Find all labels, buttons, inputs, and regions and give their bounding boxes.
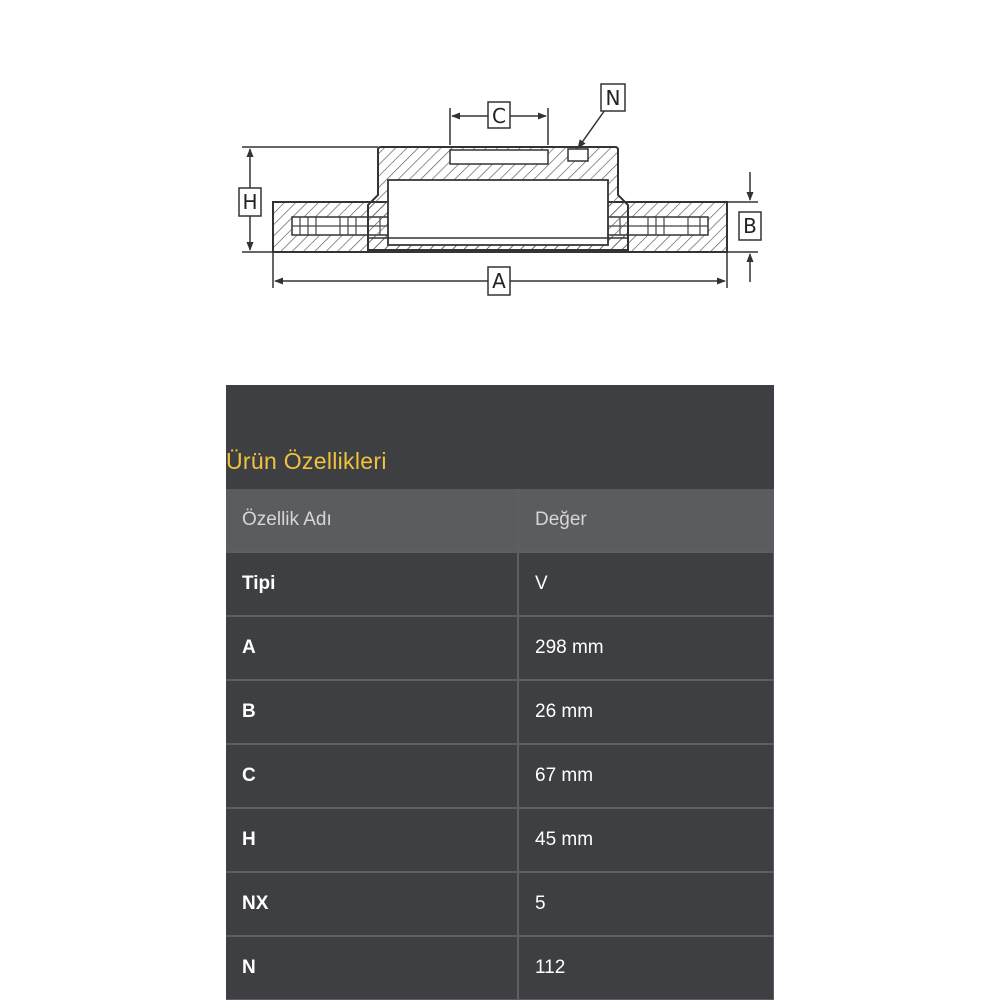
dim-n-label: N xyxy=(605,86,621,110)
spec-name: B xyxy=(226,680,518,744)
spec-value: 26 mm xyxy=(518,680,774,744)
spec-value: V xyxy=(518,552,774,616)
specs-title: Ürün Özellikleri xyxy=(226,448,387,474)
table-row xyxy=(226,744,774,808)
spec-value: 112 xyxy=(518,936,774,1000)
dim-c-label: C xyxy=(492,104,506,128)
table-row xyxy=(226,872,774,936)
header-value: Değer xyxy=(518,489,774,552)
dim-b-label: B xyxy=(743,214,757,238)
spec-value: 298 mm xyxy=(518,616,774,680)
disc-hat xyxy=(368,147,628,250)
spec-name: Tipi xyxy=(226,552,518,616)
dim-h-label: H xyxy=(242,190,258,214)
brake-disc-diagram xyxy=(0,0,1000,330)
spec-value: 67 mm xyxy=(518,744,774,808)
spec-name: A xyxy=(226,616,518,680)
header-name: Özellik Adı xyxy=(226,489,518,552)
specs-table xyxy=(226,489,774,1000)
spec-name: C xyxy=(226,744,518,808)
spec-value: 45 mm xyxy=(518,808,774,872)
spec-name: NX xyxy=(226,872,518,936)
spec-value: 5 xyxy=(518,872,774,936)
table-row xyxy=(226,936,774,1000)
table-row xyxy=(226,552,774,616)
product-specs-panel xyxy=(226,385,774,1000)
table-row xyxy=(226,808,774,872)
dim-a-label: A xyxy=(492,269,506,293)
spec-name: N xyxy=(226,936,518,1000)
spec-name: H xyxy=(226,808,518,872)
specs-header-row xyxy=(226,489,774,552)
table-row xyxy=(226,616,774,680)
dim-n xyxy=(578,110,605,148)
table-row xyxy=(226,680,774,744)
